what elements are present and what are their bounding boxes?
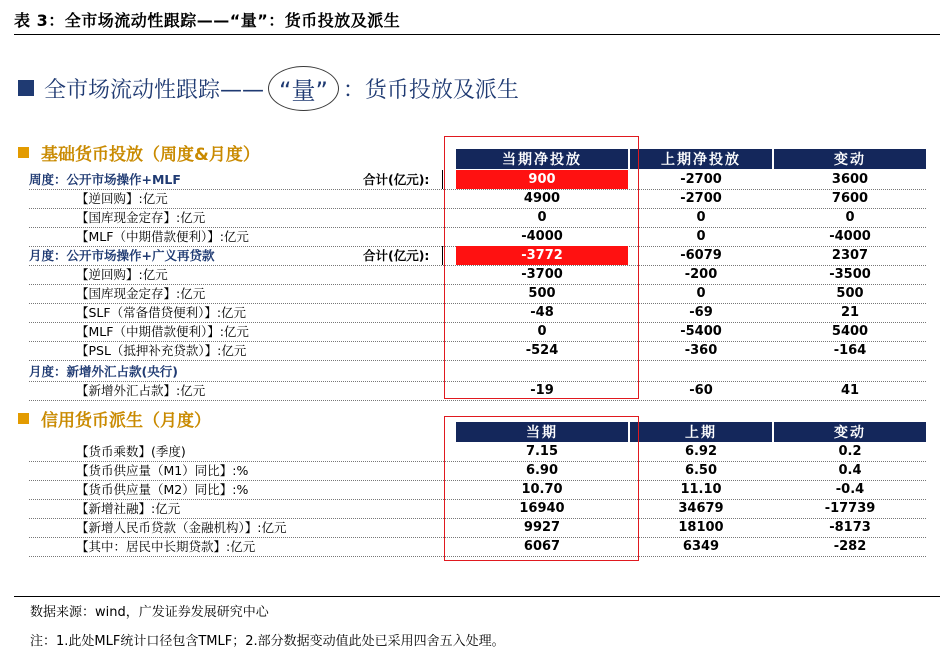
section2-title [18,406,211,431]
total-divider [442,170,443,189]
table-row-label: 【逆回购】:亿元 [76,191,168,206]
table-cell-current: -48 [530,305,554,320]
table-cell-previous: 0 [696,229,706,244]
source-rule [14,596,940,597]
row-divider [29,400,926,401]
table-cell-previous: 34679 [678,501,724,516]
table-row-label: 【货币供应量（M1）同比】:% [76,463,249,478]
source-text: 数据来源：wind，广发证券发展研究中心 [30,605,269,620]
table-row-label: 【货币乘数】(季度) [76,444,186,459]
table-cell-previous: -69 [689,305,713,320]
table-cell-current: 0 [537,324,547,339]
section2-title-text: 信用货币派生（月度） [41,411,211,431]
group-total-previous: -2700 [680,172,722,187]
table-row-label: 【新增人民币贷款（金融机构）】:亿元 [76,520,287,535]
table-row-label: 【国库现金定存】:亿元 [76,286,206,301]
total-label: 合计(亿元): [363,172,430,187]
table-cell-previous: 6.92 [684,444,718,459]
highlight-box-section2 [444,416,639,561]
table-cell-current: 4900 [523,191,561,206]
figure-title: 表 3：全市场流动性跟踪——“量”：货币投放及派生 [14,11,401,30]
table-cell-change: 0.2 [838,444,862,459]
group-total-current: 900 [456,170,628,189]
highlight-box-section1 [444,136,639,399]
table-cell-change: -3500 [829,267,871,282]
table-cell-previous: 0 [696,210,706,225]
table-row-label: 【SLF（常备借贷便利）】:亿元 [76,305,247,320]
table-cell-change: 0.4 [838,463,862,478]
table-cell-change: -164 [833,343,867,358]
table-cell-change: -0.4 [835,482,865,497]
table-cell-change: -282 [833,539,867,554]
s2-col-current: 当期 [456,422,628,442]
total-divider [442,246,443,265]
table-cell-change: 5400 [831,324,869,339]
table-cell-current: -524 [525,343,559,358]
group-total-previous: -6079 [680,248,722,263]
table-row-label: 【新增社融】:亿元 [76,501,181,516]
group-total-change: 2307 [831,248,869,263]
table-row-label: 【其中：居民中长期贷款】:亿元 [76,539,256,554]
group-total-change: 3600 [831,172,869,187]
table-cell-previous: 11.10 [680,482,722,497]
table-cell-change: -4000 [829,229,871,244]
table-cell-previous: 6.50 [684,463,718,478]
table-cell-previous: -5400 [680,324,722,339]
table-cell-change: 7600 [831,191,869,206]
table-cell-previous: 6349 [682,539,720,554]
section1-title-text: 基础货币投放（周度&月度） [41,145,260,165]
table-cell-change: 0 [845,210,855,225]
table-cell-change: 41 [840,383,860,398]
table-cell-current: 500 [528,286,556,301]
table-row-label: 【新增外汇占款】:亿元 [76,383,206,398]
table-cell-current: 6.90 [525,463,559,478]
header-prefix: 全市场流动性跟踪—— [44,77,265,103]
table-row-label: 【MLF（中期借款便利）】:亿元 [76,229,249,244]
table-cell-current: 16940 [519,501,565,516]
table-cell-change: 21 [840,305,860,320]
table-cell-change: 500 [836,286,864,301]
table-cell-current: -19 [530,383,554,398]
footnote-text: 注：1.此处MLF统计口径包含TMLF；2.部分数据变动值此处已采用四舍五入处理。 [30,634,505,649]
table-cell-previous: -200 [684,267,718,282]
s1-col-change: 变动 [774,149,926,169]
table-cell-current: 6067 [523,539,561,554]
table-cell-current: -4000 [521,229,563,244]
s1-col-previous: 上期净投放 [630,149,772,169]
table-cell-change: -8173 [829,520,871,535]
table-row-label: 【MLF（中期借款便利）】:亿元 [76,324,249,339]
table-cell-current: 10.70 [521,482,563,497]
table-cell-current: 7.15 [525,444,559,459]
table-cell-previous: -360 [684,343,718,358]
table-row-label: 【PSL（抵押补充贷款）】:亿元 [76,343,247,358]
table-row-label: 【逆回购】:亿元 [76,267,168,282]
table-cell-current: -3700 [521,267,563,282]
group-label: 月度：新增外汇占款(央行) [29,364,178,379]
title-rule [14,34,940,35]
s2-col-previous: 上期 [630,422,772,442]
table-row-label: 【货币供应量（M2）同比】:% [76,482,249,497]
table-cell-previous: 0 [696,286,706,301]
table-row-label: 【国库现金定存】:亿元 [76,210,206,225]
s2-col-change: 变动 [774,422,926,442]
header-square-icon [18,80,34,96]
section1-square-icon [18,147,29,158]
slide-header [18,66,519,110]
table-cell-previous: -60 [689,383,713,398]
group-total-current: -3772 [456,246,628,265]
header-suffix: ：货币投放及派生 [342,77,519,103]
s1-col-current: 当期净投放 [456,149,628,169]
table-cell-previous: 18100 [678,520,724,535]
table-cell-current: 0 [537,210,547,225]
section1-title [18,140,260,165]
section2-square-icon [18,413,29,424]
table-cell-change: -17739 [824,501,876,516]
group-label: 周度：公开市场操作+MLF [29,172,181,187]
table-cell-previous: -2700 [680,191,722,206]
header-oval-word: “量” [268,66,339,111]
group-label: 月度：公开市场操作+广义再贷款 [29,248,215,263]
table-cell-current: 9927 [523,520,561,535]
total-label: 合计(亿元): [363,248,430,263]
